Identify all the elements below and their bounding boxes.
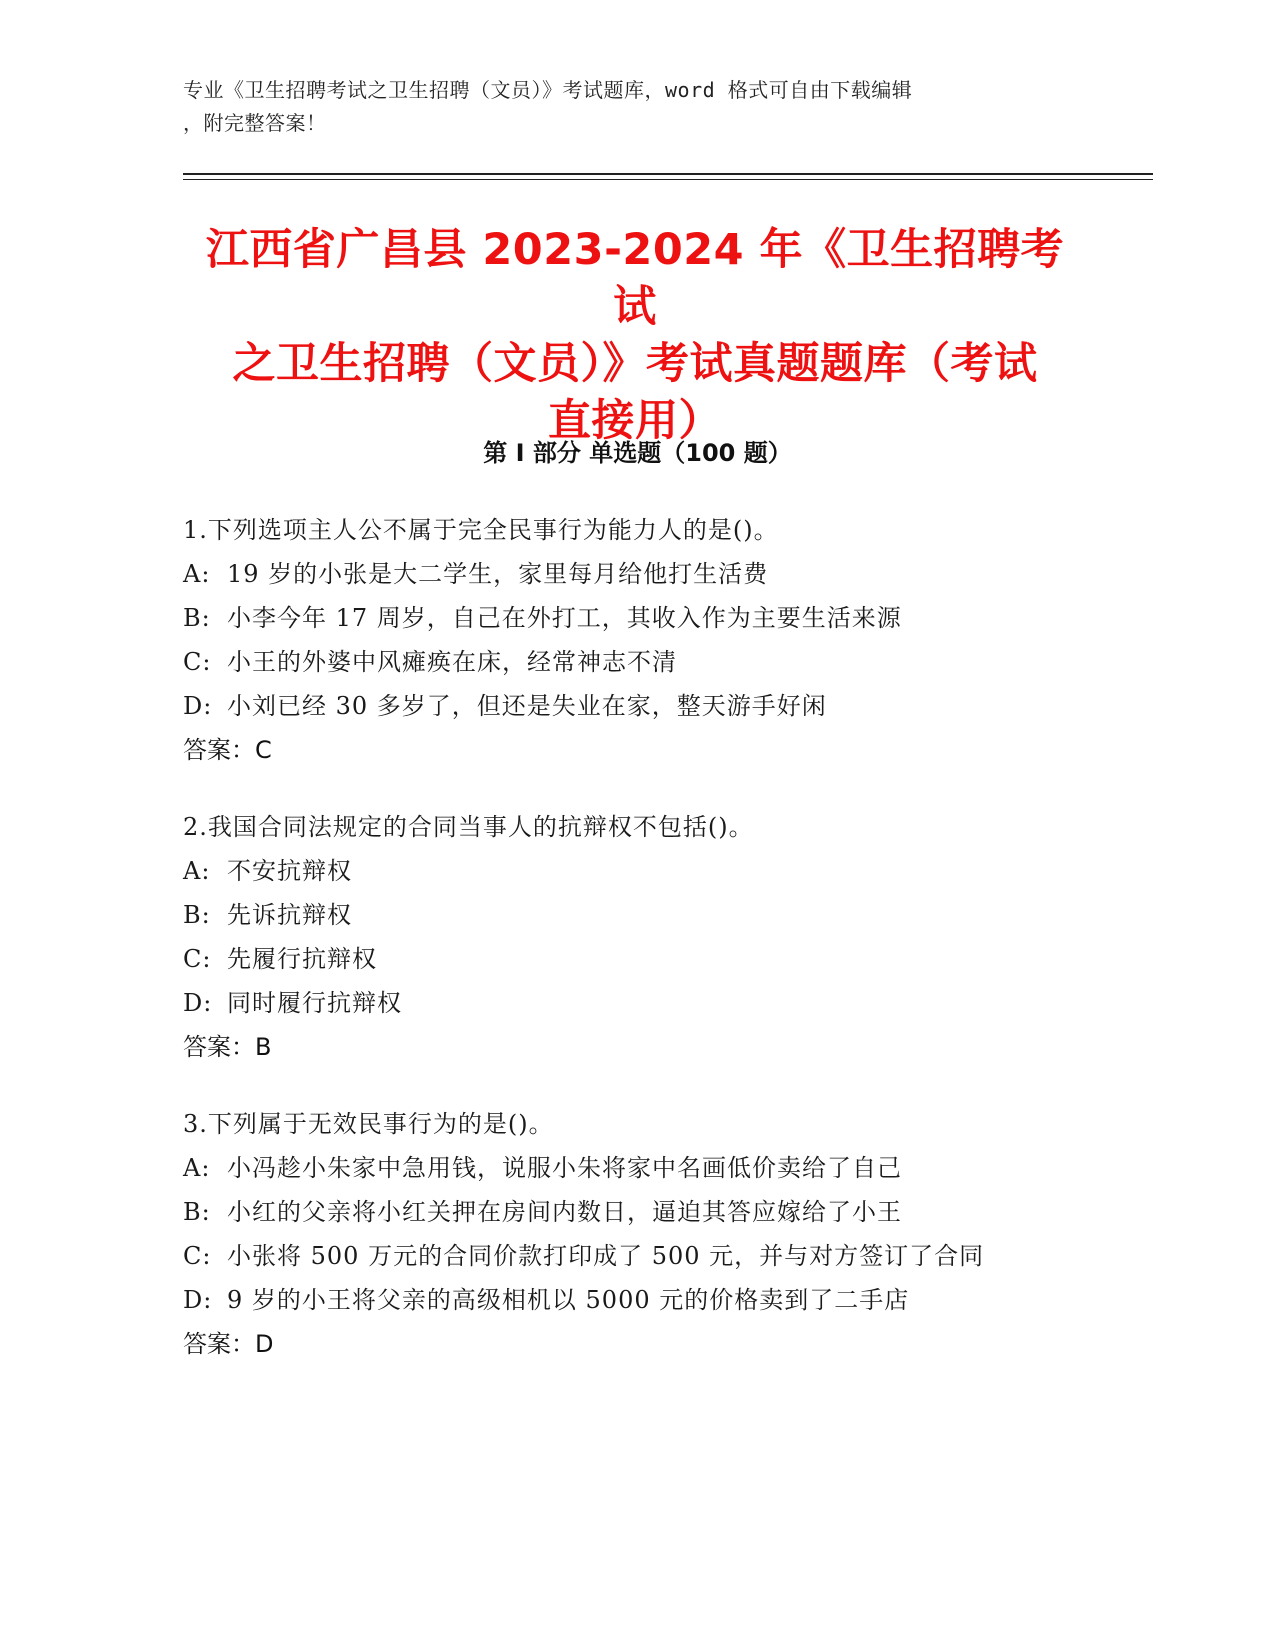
- option-letter: A:: [183, 1154, 211, 1182]
- document-title-line-2: 之卫生招聘（文员）》考试真题题库（考试: [232, 339, 1038, 389]
- answer-label: 答案：C: [183, 736, 272, 764]
- option-letter: B:: [183, 1198, 211, 1226]
- option-text: 19 岁的小张是大二学生，家里每月给他打生活费: [227, 560, 769, 588]
- document-title-line-3: 直接用）: [548, 396, 722, 446]
- answer-label: 答案：D: [183, 1330, 274, 1358]
- option-d: [183, 981, 1183, 1025]
- option-text: 小张将 500 万元的合同价款打印成了 500 元，并与对方签订了合同: [227, 1242, 985, 1270]
- header-note-line-1: 专业《卫生招聘考试之卫生招聘（文员）》考试题库，word 格式可自由下载编辑: [183, 78, 913, 102]
- option-a: [183, 1146, 1183, 1190]
- option-letter: D:: [183, 989, 213, 1017]
- option-letter: A:: [183, 560, 211, 588]
- question-stem: 2.我国合同法规定的合同当事人的抗辩权不包括()。: [183, 813, 754, 841]
- question-stem: 3.下列属于无效民事行为的是()。: [183, 1110, 554, 1138]
- option-text: 小王的外婆中风瘫痪在床，经常神志不清: [227, 648, 677, 676]
- option-c: [183, 1234, 1183, 1278]
- option-letter: A:: [183, 857, 211, 885]
- option-letter: D:: [183, 1286, 213, 1314]
- header-rule-thick: [183, 173, 1153, 175]
- option-text: 9 岁的小王将父亲的高级相机以 5000 元的价格卖到了二手店: [227, 1286, 910, 1314]
- question-3: [183, 1102, 1183, 1366]
- option-a: [183, 849, 1183, 893]
- section-title: 第 I 部分 单选题（100 题）: [483, 439, 792, 467]
- option-text: 小李今年 17 周岁，自己在外打工，其收入作为主要生活来源: [227, 604, 902, 632]
- question-stem: 1.下列选项主人公不属于完全民事行为能力人的是()。: [183, 516, 779, 544]
- option-letter: C:: [183, 945, 212, 973]
- header-note: [183, 74, 1083, 140]
- option-letter: D:: [183, 692, 213, 720]
- option-a: [183, 552, 1183, 596]
- option-text: 小红的父亲将小红关押在房间内数日，逼迫其答应嫁给了小王: [227, 1198, 902, 1226]
- option-d: [183, 1278, 1183, 1322]
- option-text: 先诉抗辩权: [227, 901, 352, 929]
- option-text: 不安抗辩权: [227, 857, 352, 885]
- document-title: [190, 222, 1080, 450]
- document-title-line-1: 江西省广昌县 2023-2024 年《卫生招聘考试: [205, 225, 1065, 332]
- option-b: [183, 1190, 1183, 1234]
- option-c: [183, 937, 1183, 981]
- option-text: 同时履行抗辩权: [227, 989, 402, 1017]
- answer-label: 答案：B: [183, 1033, 272, 1061]
- option-letter: B:: [183, 604, 211, 632]
- question-1: [183, 508, 1183, 772]
- question-list: [183, 508, 1183, 1399]
- option-letter: B:: [183, 901, 211, 929]
- option-b: [183, 596, 1183, 640]
- option-d: [183, 684, 1183, 728]
- option-text: 小刘已经 30 多岁了，但还是失业在家，整天游手好闲: [227, 692, 827, 720]
- option-letter: C:: [183, 648, 212, 676]
- option-text: 小冯趁小朱家中急用钱，说服小朱将家中名画低价卖给了自己: [227, 1154, 902, 1182]
- question-2: [183, 805, 1183, 1069]
- header-note-line-2: ，附完整答案！: [183, 111, 327, 135]
- option-text: 先履行抗辩权: [227, 945, 377, 973]
- option-letter: C:: [183, 1242, 212, 1270]
- header-rule-thin: [183, 179, 1153, 180]
- option-c: [183, 640, 1183, 684]
- option-b: [183, 893, 1183, 937]
